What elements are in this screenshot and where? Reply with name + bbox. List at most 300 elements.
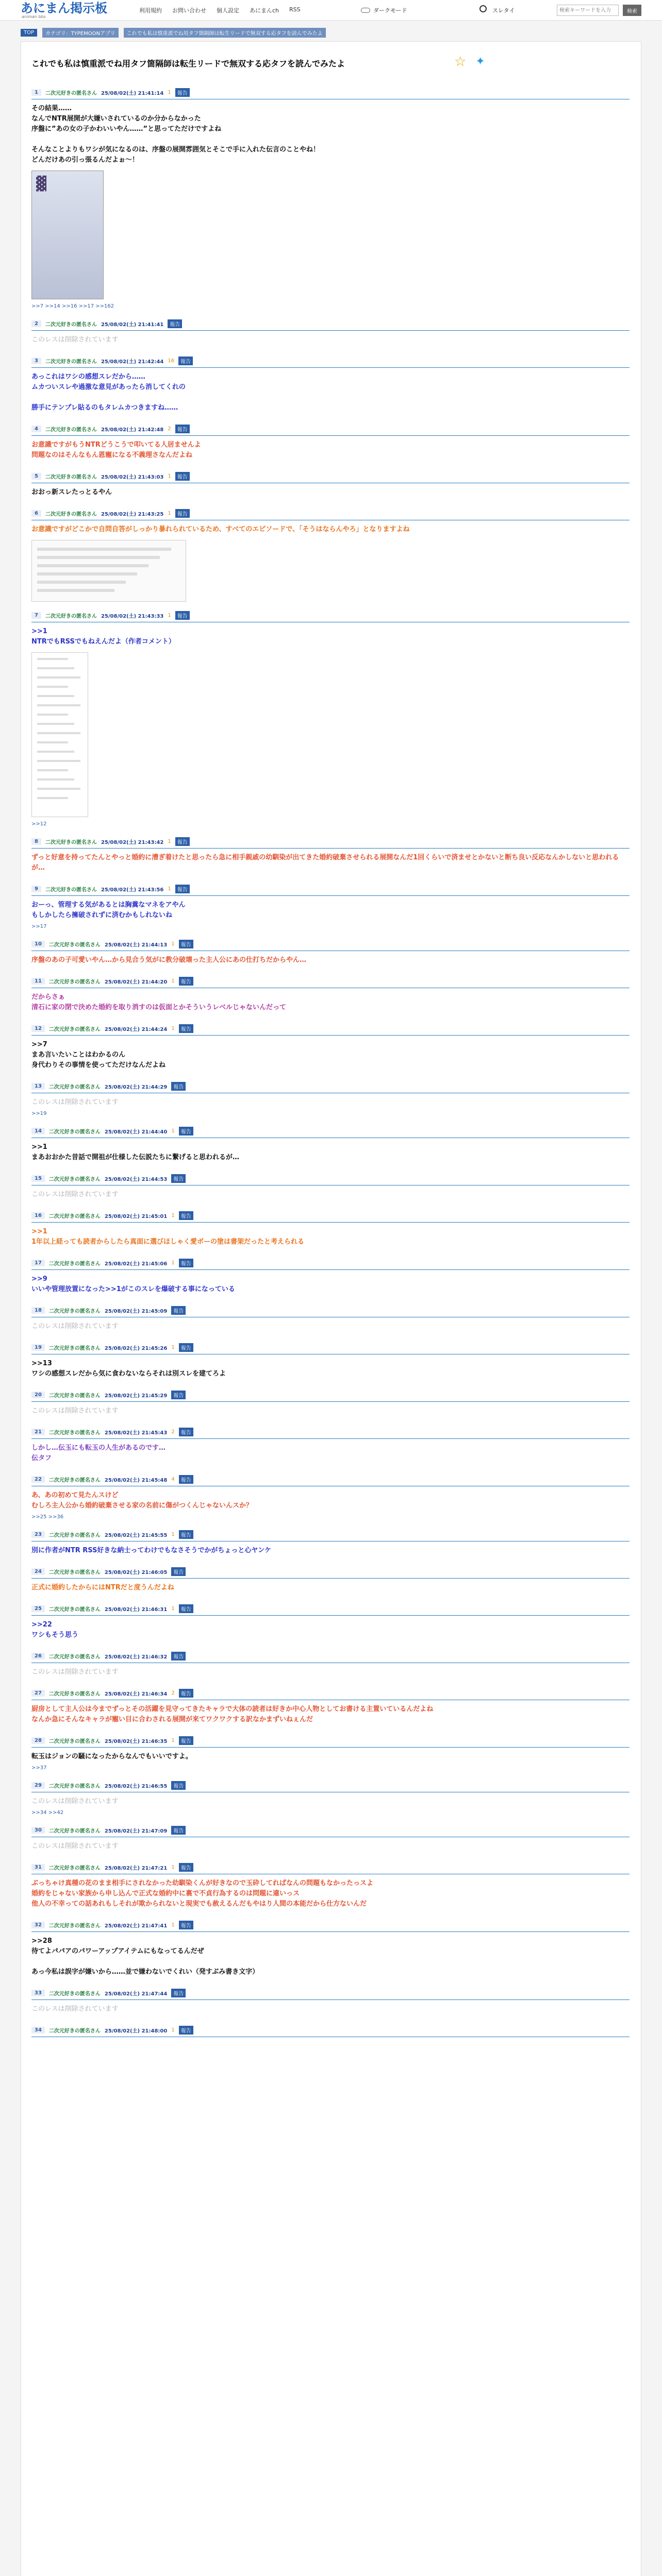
- post-date: 25/08/02(土) 21:44:24: [104, 1027, 168, 1032]
- report-button[interactable]: 報告: [179, 1689, 193, 1698]
- report-button[interactable]: 報告: [179, 1863, 193, 1872]
- reply-count[interactable]: 2: [171, 1429, 175, 1435]
- post: [31, 1530, 630, 1558]
- post-number[interactable]: 22: [31, 1476, 45, 1483]
- image-text-line: [37, 658, 68, 660]
- site-logo-sub: animan bbs: [22, 14, 46, 19]
- report-button[interactable]: 報告: [171, 1781, 186, 1790]
- post-author: 二次元好きの匿名さん: [48, 1691, 101, 1697]
- image-text-line: [37, 732, 80, 734]
- report-button[interactable]: 報告: [168, 319, 182, 328]
- post: [31, 1174, 630, 1202]
- post: [31, 425, 630, 463]
- report-button[interactable]: 報告: [179, 1428, 193, 1436]
- post: [31, 1604, 630, 1642]
- image-text-line: [37, 769, 68, 771]
- image-text-line: [37, 751, 74, 753]
- post-header: [31, 1604, 630, 1616]
- post-date: 25/08/02(土) 21:45:55: [104, 1533, 168, 1538]
- report-button[interactable]: 報告: [179, 1921, 193, 1929]
- post-date: 25/08/02(土) 21:44:40: [104, 1129, 168, 1135]
- post-number[interactable]: 5: [31, 473, 41, 480]
- report-button[interactable]: 報告: [171, 1174, 186, 1183]
- post-header: [31, 1567, 630, 1579]
- image-text-line: [37, 797, 68, 799]
- post-author: 二次元好きの匿名さん: [48, 1570, 101, 1575]
- post-header: [31, 611, 630, 622]
- post-date: 25/08/02(土) 21:46:05: [104, 1570, 168, 1575]
- post-date: 25/08/02(土) 21:41:41: [101, 322, 164, 328]
- post-body: このレスは削除されています: [31, 1798, 119, 1805]
- post-header: [31, 1736, 630, 1748]
- reply-count[interactable]: 1: [171, 1213, 175, 1218]
- search-input[interactable]: [557, 5, 619, 16]
- post-list: [31, 88, 630, 2053]
- post-number[interactable]: 10: [31, 941, 45, 947]
- report-button[interactable]: 報告: [175, 611, 190, 620]
- post-author: 二次元好きの匿名さん: [48, 1739, 101, 1744]
- reply-anchors[interactable]: >>34 >>42: [31, 1810, 64, 1816]
- reply-anchors[interactable]: >>19: [31, 1111, 47, 1116]
- post-author: 二次元好きの匿名さん: [45, 512, 97, 517]
- report-button[interactable]: 報告: [179, 1604, 193, 1613]
- post-author: 二次元好きの匿名さん: [48, 1828, 101, 1834]
- post-author: 二次元好きの匿名さん: [45, 427, 97, 433]
- image-text-line: [37, 741, 68, 743]
- post-date: 25/08/02(土) 21:45:29: [104, 1393, 168, 1399]
- reply-count[interactable]: 1: [171, 1606, 175, 1612]
- post-header: [31, 88, 630, 99]
- report-button[interactable]: 報告: [171, 1989, 186, 1997]
- post-header: [31, 1343, 630, 1354]
- post: [31, 611, 630, 828]
- post-author: 二次元好きの匿名さん: [48, 1309, 101, 1314]
- reply-anchors[interactable]: >>25 >>36: [31, 1514, 64, 1520]
- post: [31, 319, 630, 347]
- report-button[interactable]: 報告: [179, 940, 193, 948]
- reply-count[interactable]: 1: [171, 1026, 175, 1031]
- header-nav: [139, 6, 301, 14]
- report-button[interactable]: 報告: [175, 837, 190, 846]
- cover-art: ▓: [36, 176, 46, 192]
- post-author: 二次元好きの匿名さん: [48, 1084, 101, 1090]
- post-number[interactable]: 31: [31, 1864, 45, 1871]
- search-option[interactable]: スレタイ: [492, 7, 515, 14]
- post-number[interactable]: 11: [31, 978, 45, 985]
- post: [31, 1781, 630, 1817]
- reply-count[interactable]: 1: [171, 1128, 175, 1134]
- post-date: 25/08/02(土) 21:42:48: [101, 427, 164, 433]
- post-body: >>9 いいや管理放置になった>>1がこのスレを爆破する事になっている: [31, 1275, 235, 1293]
- nav-animanch[interactable]: あにまんch: [250, 7, 279, 14]
- report-button[interactable]: 報告: [178, 357, 193, 365]
- reply-anchors[interactable]: >>7 >>14 >>16 >>17 >>162: [31, 303, 114, 309]
- post-date: 25/08/02(土) 21:46:31: [104, 1607, 168, 1613]
- post-header: [31, 1826, 630, 1837]
- post-header: [31, 1211, 630, 1223]
- post-number[interactable]: 32: [31, 1922, 45, 1928]
- dark-mode-toggle[interactable]: [361, 6, 407, 14]
- post-body: 正式に婚約したからにはNTRだと度うんだよね: [31, 1584, 174, 1591]
- image-text-line: [37, 589, 114, 592]
- post-date: 25/08/02(土) 21:45:09: [104, 1309, 168, 1314]
- image-text-line: [37, 556, 160, 559]
- post: [31, 1391, 630, 1418]
- report-button[interactable]: 報告: [171, 1306, 186, 1315]
- reply-count[interactable]: 1: [171, 1532, 175, 1537]
- post-date: 25/08/02(土) 21:46:35: [104, 1739, 168, 1744]
- report-button[interactable]: 報告: [179, 1127, 193, 1136]
- post-header: [31, 940, 630, 951]
- post-header: [31, 1259, 630, 1270]
- report-button[interactable]: 報告: [175, 472, 190, 481]
- post: [31, 1921, 630, 1979]
- post: [31, 837, 630, 875]
- report-button[interactable]: 報告: [171, 1567, 186, 1576]
- report-button[interactable]: 報告: [179, 1475, 193, 1484]
- post-body: >>1 まあおおかた昔話で開祖が仕様した伝説たちに繋げると思われるが…: [31, 1143, 240, 1161]
- post-body: このレスは削除されています: [31, 1191, 119, 1198]
- post-header: [31, 1781, 630, 1792]
- reply-count[interactable]: 1: [171, 1345, 175, 1350]
- report-button[interactable]: 報告: [171, 1826, 186, 1835]
- nav-settings[interactable]: 個人設定: [217, 7, 239, 14]
- thread-panel: [21, 41, 641, 2576]
- breadcrumb: [21, 25, 641, 40]
- post-date: 25/08/02(土) 21:43:25: [101, 512, 164, 517]
- image-text-line: [37, 572, 137, 575]
- post-image[interactable]: [31, 540, 186, 602]
- reply-count[interactable]: 1: [171, 1865, 175, 1870]
- post: [31, 1736, 630, 1772]
- post-header: [31, 1174, 630, 1185]
- reply-count[interactable]: 1: [168, 886, 171, 892]
- post-body: このレスは削除されています: [31, 1323, 119, 1330]
- post-header: [31, 885, 630, 896]
- report-button[interactable]: 報告: [171, 1652, 186, 1660]
- post-header: [31, 1921, 630, 1932]
- post-body: このレスは削除されています: [31, 336, 119, 344]
- post-date: 25/08/02(土) 21:44:53: [104, 1177, 168, 1182]
- reply-anchors[interactable]: >>17: [31, 924, 47, 929]
- report-button[interactable]: 報告: [175, 88, 190, 97]
- post-header: [31, 425, 630, 436]
- post-body: >>22 ワシもそう思う: [31, 1621, 79, 1639]
- post-date: 25/08/02(土) 21:42:44: [101, 359, 164, 365]
- post-body: あ、あの初めて見たんスけど むしろ主人公から婚約破棄させる家の名前に傷がつくんじゃないんスか？: [31, 1492, 253, 1510]
- post-author: 二次元好きの匿名さん: [45, 840, 97, 845]
- post-author: 二次元好きの匿名さん: [45, 887, 97, 893]
- post-number[interactable]: 24: [31, 1568, 45, 1575]
- post-number[interactable]: 19: [31, 1344, 45, 1351]
- post-date: 25/08/02(土) 21:47:21: [104, 1866, 168, 1871]
- report-button[interactable]: 報告: [179, 1530, 193, 1539]
- nav-contact[interactable]: お問い合わせ: [172, 7, 206, 14]
- post-body: >>1 1年以上経っても読者からしたら真面に選びほしゃく愛ボーの塗は書架だったと考えられる: [31, 1228, 305, 1246]
- post-header: [31, 1475, 630, 1486]
- post-date: 25/08/02(土) 21:41:14: [101, 91, 164, 96]
- post-number[interactable]: 12: [31, 1025, 45, 1032]
- post-number[interactable]: 25: [31, 1605, 45, 1612]
- post-header: [31, 1652, 630, 1663]
- reply-count[interactable]: 1: [171, 1922, 175, 1928]
- image-text-line: [37, 548, 171, 551]
- post-number[interactable]: 29: [31, 1782, 45, 1789]
- post-number[interactable]: 4: [31, 426, 41, 432]
- post-image[interactable]: [31, 171, 104, 299]
- post-date: 25/08/02(土) 21:43:03: [101, 474, 164, 480]
- twitter-icon[interactable]: ✦: [475, 55, 485, 68]
- post-number[interactable]: 1: [31, 89, 41, 96]
- post-number[interactable]: 33: [31, 1990, 45, 1996]
- post-body: おーっ、管理する気があるとは胸糞なマネをアやん もしかしたら擁破されずに済むかもしれないね: [31, 901, 186, 919]
- reply-count[interactable]: 4: [171, 1477, 175, 1482]
- post-header: [31, 357, 630, 368]
- post: [31, 977, 630, 1015]
- post: [31, 1024, 630, 1073]
- post: [31, 1689, 630, 1727]
- reply-count[interactable]: 1: [171, 1260, 175, 1266]
- report-button[interactable]: 報告: [179, 1024, 193, 1033]
- post-body: お意識ですがもうNTRどうこうで叩いてる人居ませんよ 問題なのはそんなもん恩寵になる不義理さなんだよね: [31, 441, 201, 459]
- post-number[interactable]: 34: [31, 2027, 45, 2033]
- post-author: 二次元好きの匿名さん: [48, 1346, 101, 1351]
- post-body: >>1 NTRでもRSSでもねえんだよ（作者コメント）: [31, 628, 175, 646]
- post-author: 二次元好きの匿名さん: [48, 1533, 101, 1538]
- toggle-icon: [361, 8, 370, 13]
- post: [31, 1306, 630, 1334]
- post: [31, 1259, 630, 1297]
- site-logo[interactable]: あにまん掲示板: [21, 1, 107, 15]
- post: [31, 509, 630, 602]
- post-number[interactable]: 3: [31, 358, 41, 364]
- post-number[interactable]: 14: [31, 1128, 45, 1134]
- reply-anchors[interactable]: >>12: [31, 821, 47, 827]
- post: [31, 2026, 630, 2043]
- post-author: 二次元好きの匿名さん: [48, 1478, 101, 1483]
- post-date: 25/08/02(土) 21:46:34: [104, 1691, 168, 1697]
- post-body: [31, 2037, 630, 2043]
- post-author: 二次元好きの匿名さん: [48, 1261, 101, 1267]
- dark-mode-label: ダークモード: [373, 7, 407, 14]
- image-text-line: [37, 695, 74, 697]
- post-number[interactable]: 26: [31, 1653, 45, 1659]
- post-author: 二次元好きの匿名さん: [48, 1129, 101, 1135]
- post-number[interactable]: 21: [31, 1429, 45, 1435]
- post-header: [31, 1689, 630, 1700]
- post: [31, 1082, 630, 1117]
- reply-count[interactable]: 1: [171, 2027, 175, 2033]
- post-header: [31, 1863, 630, 1874]
- post-author: 二次元好きの匿名さん: [48, 2028, 101, 2034]
- post-author: 二次元好きの匿名さん: [48, 942, 101, 948]
- post-header: [31, 1082, 630, 1093]
- post-date: 25/08/02(土) 21:46:55: [104, 1784, 168, 1789]
- report-button[interactable]: 報告: [179, 1211, 193, 1220]
- post-author: 二次元好きの匿名さん: [48, 1866, 101, 1871]
- image-text-line: [37, 704, 80, 706]
- post-body: 転玉はジョンの騒になったからなんでもいいですよ。: [31, 1753, 192, 1760]
- post-author: 二次元好きの匿名さん: [45, 91, 97, 96]
- post-number[interactable]: 9: [31, 886, 41, 892]
- post: [31, 357, 630, 415]
- post-header: [31, 1306, 630, 1317]
- search-button[interactable]: 検索: [623, 5, 641, 16]
- post-date: 25/08/02(土) 21:44:20: [104, 979, 168, 985]
- post: [31, 1989, 630, 2016]
- report-button[interactable]: 報告: [179, 1259, 193, 1267]
- post: [31, 1863, 630, 1911]
- post-author: 二次元好きの匿名さん: [45, 614, 97, 619]
- post-body: ぶっちゃけ真種の花のまま相手にされなかった幼馴染くんが好きなので玉砕してればなんの問題もなかったっスよ 婚約をじゃない家族から申し込んで正式な婚約中に裏で不貞行為するのは問題に違いっス 他人の不幸っての話あれもしそれが欺かられないと現実でも赦えるんだもやはり人間の本能だから仕方ないんだ: [31, 1879, 374, 1908]
- post: [31, 1211, 630, 1249]
- post-header: [31, 1127, 630, 1138]
- post-number[interactable]: 18: [31, 1307, 45, 1314]
- post-number[interactable]: 30: [31, 1827, 45, 1834]
- page-title: これでも私は慎重派でね用タフ箇隔師は転生リードで無双する応タフを読んでみたよ: [31, 59, 345, 69]
- post: [31, 88, 630, 310]
- post-number[interactable]: 7: [31, 612, 41, 619]
- post-body: >>7 まあ言いたいことはわかるのん 身代わりその事情を使ってただけなんだよね: [31, 1041, 166, 1069]
- reply-count[interactable]: 1: [168, 511, 171, 516]
- post-date: 25/08/02(土) 21:45:01: [104, 1214, 168, 1219]
- image-text-line: [37, 667, 74, 669]
- reply-count[interactable]: 1: [171, 941, 175, 947]
- report-button[interactable]: 報告: [171, 1082, 186, 1091]
- post-header: [31, 1391, 630, 1402]
- reply-count[interactable]: 1: [168, 839, 171, 844]
- post-header: [31, 1024, 630, 1036]
- post-date: 25/08/02(土) 21:43:56: [101, 887, 164, 893]
- post-header: [31, 319, 630, 331]
- post-number[interactable]: 2: [31, 320, 41, 327]
- reply-count[interactable]: 1: [171, 978, 175, 984]
- star-icon[interactable]: ☆: [454, 54, 467, 70]
- image-text-line: [37, 778, 74, 781]
- report-button[interactable]: 報告: [179, 2026, 193, 2035]
- post-number[interactable]: 6: [31, 510, 41, 517]
- post-body: >>28 待てよパパアのパワーアップアイテムにもなってるんだぜ あっ今私は誤字が嫌いから……並で嫌わないでくれい（発すぶみ書き文字）: [31, 1937, 259, 1976]
- post-number[interactable]: 23: [31, 1531, 45, 1538]
- report-button[interactable]: 報告: [179, 1343, 193, 1352]
- post-date: 25/08/02(土) 21:48:00: [104, 2028, 168, 2034]
- reply-count[interactable]: 16: [168, 358, 175, 364]
- post-body: このレスは削除されています: [31, 1842, 119, 1850]
- post: [31, 885, 630, 930]
- report-button[interactable]: 報告: [179, 977, 193, 986]
- report-button[interactable]: 報告: [171, 1391, 186, 1399]
- reply-count[interactable]: 1: [168, 613, 171, 618]
- post-date: 25/08/02(土) 21:45:48: [104, 1478, 168, 1483]
- post-author: 二次元好きの匿名さん: [48, 1393, 101, 1399]
- post-date: 25/08/02(土) 21:46:32: [104, 1654, 168, 1660]
- post-author: 二次元好きの匿名さん: [48, 1607, 101, 1613]
- post-image[interactable]: [31, 652, 88, 817]
- post: [31, 1652, 630, 1680]
- post-author: 二次元好きの匿名さん: [48, 1991, 101, 1997]
- post-header: [31, 1428, 630, 1439]
- post-number[interactable]: 17: [31, 1260, 45, 1266]
- post-author: 二次元好きの匿名さん: [48, 1654, 101, 1660]
- post-date: 25/08/02(土) 21:45:43: [104, 1430, 168, 1436]
- post-number[interactable]: 13: [31, 1083, 45, 1090]
- post-body: 序盤のあの子可愛いやん…から見合う気がに教分破壊った主人公にあの仕打ちだからやん…: [31, 956, 307, 964]
- post-author: 二次元好きの匿名さん: [48, 1214, 101, 1219]
- report-button[interactable]: 報告: [179, 1736, 193, 1745]
- post-header: [31, 1989, 630, 2000]
- report-button[interactable]: 報告: [175, 509, 190, 518]
- post-body: あっこれはワシの感想スレだから…… ムカついスレや過激な意見があったら消してくれの 勝手にテンプレ貼るのもタレムカつきますね……: [31, 373, 186, 412]
- report-button[interactable]: 報告: [175, 885, 190, 893]
- post-author: 二次元好きの匿名さん: [48, 1430, 101, 1436]
- post-number[interactable]: 20: [31, 1392, 45, 1398]
- reply-count[interactable]: 1: [171, 1738, 175, 1743]
- image-text-line: [37, 564, 148, 567]
- post-date: 25/08/02(土) 21:47:44: [104, 1991, 168, 1997]
- post-header: [31, 977, 630, 988]
- image-text-line: [37, 760, 80, 762]
- image-text-line: [37, 686, 68, 688]
- reply-anchors[interactable]: >>37: [31, 1765, 47, 1771]
- post-author: 二次元好きの匿名さん: [48, 979, 101, 985]
- post-body: しかし…伝玉にも転玉の人生があるのです… 伝タフ: [31, 1444, 166, 1462]
- post-body: >>13 ワシの感想スレだから気に食わないならそれは別スレを建てろよ: [31, 1360, 226, 1378]
- image-text-line: [37, 788, 80, 790]
- post-number[interactable]: 28: [31, 1737, 45, 1744]
- post-body: 別に作者がNTR RSS好きな納士ってわけでもなさそうでかがちょっと心ヤンケ: [31, 1547, 272, 1554]
- post: [31, 1475, 630, 1521]
- post-author: 二次元好きの匿名さん: [48, 1923, 101, 1929]
- image-text-line: [37, 723, 74, 725]
- post-body: ずっと好意を持ってたんとやっと婚約に漕ぎ着けたと思ったら急に相手親戚の幼馴染が出てきた婚約破棄させられる展開なんだ1回くらいで済ませとかないと断ち良い反応なんかしないと思われるが…: [31, 854, 619, 872]
- post: [31, 1826, 630, 1854]
- post: [31, 1343, 630, 1381]
- post: [31, 940, 630, 968]
- report-button[interactable]: 報告: [175, 425, 190, 433]
- title-actions: [454, 55, 485, 69]
- post-author: 二次元好きの匿名さん: [48, 1177, 101, 1182]
- reply-count[interactable]: 2: [171, 1690, 175, 1696]
- post-date: 25/08/02(土) 21:47:41: [104, 1923, 168, 1929]
- breadcrumb-top[interactable]: TOP: [21, 29, 37, 37]
- nav-terms[interactable]: 利用規約: [139, 7, 162, 14]
- post-header: [31, 2026, 630, 2037]
- post-number[interactable]: 15: [31, 1175, 45, 1182]
- post-number[interactable]: 16: [31, 1212, 45, 1219]
- post-header: [31, 472, 630, 483]
- post-number[interactable]: 8: [31, 838, 41, 845]
- reply-count[interactable]: 2: [168, 426, 171, 432]
- post: [31, 1567, 630, 1595]
- reply-count[interactable]: 1: [168, 473, 171, 479]
- post-date: 25/08/02(土) 21:43:33: [101, 614, 164, 619]
- breadcrumb-thread[interactable]: これでも私は慎重派でね用タフ箇隔師は転生リードで無双する応タフを読んでみたよ: [124, 28, 326, 38]
- post-body: このレスは削除されています: [31, 1098, 119, 1106]
- image-text-line: [37, 714, 68, 716]
- reply-count[interactable]: 1: [168, 90, 171, 95]
- post-date: 25/08/02(土) 21:44:29: [104, 1084, 168, 1090]
- post-body: だからさぁ 清石に家の閉で決めた婚約を取り消すのは仮面とかそういうレベルじゃないんだって: [31, 993, 287, 1011]
- breadcrumb-category[interactable]: カテゴリ：TYPEMOONアプリ: [42, 28, 119, 38]
- post-body: 厨房として主人公は今までずっとその活躍を見守ってきたキャラで大体の読者は好きか中心人物としてお書ける主置いているんだよね なんか急にそんなキャラが寵い目に合わされる展開が来てワクワクする訳なかまずいねぇんだ: [31, 1705, 434, 1723]
- post-number[interactable]: 27: [31, 1690, 45, 1697]
- search-icon: [479, 5, 487, 12]
- post-body: このレスは削除されています: [31, 1407, 119, 1415]
- nav-rss[interactable]: RSS: [289, 6, 301, 13]
- post-body: このレスは削除されています: [31, 1668, 119, 1676]
- post-header: [31, 837, 630, 849]
- post-body: このレスは削除されています: [31, 2005, 119, 2013]
